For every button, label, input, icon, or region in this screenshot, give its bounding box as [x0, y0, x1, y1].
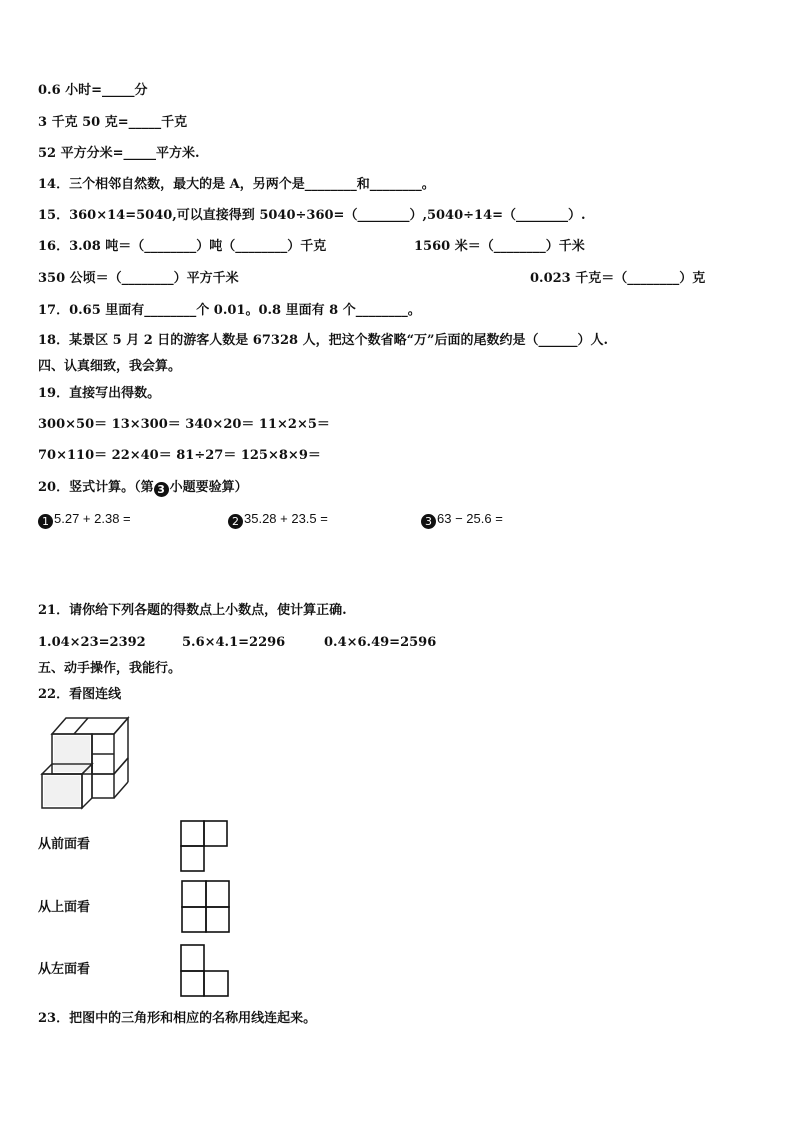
- question-16c: 350 公顷＝（________）平方千米: [38, 271, 239, 286]
- top-view-grid: [181, 880, 231, 934]
- question-19: 19．直接写出得数。: [38, 386, 161, 401]
- question-18: 18．某景区 5 月 2 日的游客人数是 67328 人，把这个数省略“万”后面的尾数约是（______）人.: [38, 333, 609, 348]
- question-19-row-1: 300×50＝ 13×300＝ 340×20＝ 11×2×5＝: [38, 417, 330, 432]
- view-label-left: 从左面看: [38, 962, 91, 977]
- question-line: 3 千克 50 克=_____千克: [38, 115, 188, 130]
- circled-number: 2: [228, 514, 243, 529]
- question-20-expr-1: 1 5.27 + 2.38 =: [38, 510, 131, 529]
- question-16d: 0.023 千克＝（________）克: [530, 271, 706, 286]
- question-23: 23．把图中的三角形和相应的名称用线连起来。: [38, 1011, 317, 1026]
- question-15: 15．360×14=5040,可以直接得到 5040÷360=（________）,5040÷14=（________）.: [38, 208, 586, 223]
- question-20-expr-2: 2 35.28 + 23.5 =: [228, 510, 328, 529]
- view-label-front: 从前面看: [38, 837, 91, 852]
- circled-number: 3: [154, 482, 169, 497]
- question-14: 14．三个相邻自然数，最大的是 A，另两个是________和________。: [38, 177, 435, 192]
- question-21: 21．请你给下列各题的得数点上小数点，使计算正确.: [38, 603, 347, 618]
- question-22: 22．看图连线: [38, 687, 122, 702]
- section-5-title: 五、动手操作，我能行。: [38, 661, 182, 676]
- question-19-row-2: 70×110＝ 22×40＝ 81÷27＝ 125×8×9＝: [38, 448, 321, 463]
- view-label-top: 从上面看: [38, 900, 91, 915]
- front-view-grid: [180, 820, 230, 872]
- left-view-grid: [180, 944, 230, 998]
- question-16b: 1560 米＝（________）千米: [414, 239, 585, 254]
- section-4-title: 四、认真细致，我会算。: [38, 359, 182, 374]
- question-line: 0.6 小时=_____分: [38, 83, 148, 98]
- cube-figure: [38, 712, 138, 812]
- question-17: 17．0.65 里面有________个 0.01。0.8 里面有 8 个________。: [38, 303, 421, 318]
- question-21-b: 5.6×4.1=2296: [182, 635, 286, 650]
- question-line: 52 平方分米=_____平方米.: [38, 146, 200, 161]
- question-20-expr-3: 3 63 − 25.6 =: [421, 510, 503, 529]
- question-16a: 16．3.08 吨＝（________）吨（________）千克: [38, 239, 327, 254]
- question-21-c: 0.4×6.49=2596: [324, 635, 437, 650]
- circled-number: 1: [38, 514, 53, 529]
- circled-number: 3: [421, 514, 436, 529]
- question-21-a: 1.04×23=2392: [38, 635, 146, 650]
- question-20: 20．竖式计算。（第 3 小题要验算）: [38, 480, 248, 496]
